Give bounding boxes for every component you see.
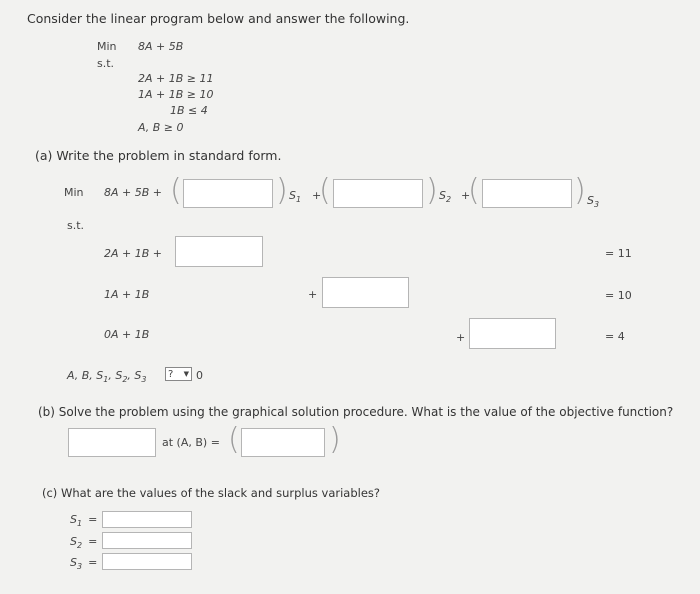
open-paren: ( xyxy=(319,173,331,208)
row1-expression: 2A + 1B + xyxy=(104,247,162,260)
obj-coef-s1-input[interactable] xyxy=(183,179,273,208)
std-objective: 8A + 5B + xyxy=(104,186,162,199)
std-variables-label: A, B, $S_1$, $S_2$, $S_3$ xyxy=(67,369,147,384)
select-value: ? xyxy=(168,368,174,380)
slack-s3-label: $S_3$ = xyxy=(70,556,98,571)
inequality-select[interactable] xyxy=(165,367,192,381)
obj-plus-1: + xyxy=(312,189,322,202)
obj-coef-s2-input[interactable] xyxy=(333,179,423,208)
lp-nonnegativity: A, B ≥ 0 xyxy=(138,121,184,134)
slack-s2-label: $S_2$ = xyxy=(70,535,98,550)
lp-min-label: Min xyxy=(97,40,117,53)
std-st-label: s.t. xyxy=(67,219,85,232)
row2-expression: 1A + 1B xyxy=(104,288,150,301)
slack-s3-input[interactable] xyxy=(102,553,192,570)
open-paren: ( xyxy=(468,173,480,208)
lp-constraint-3: 1B ≤ 4 xyxy=(170,104,208,117)
slack-s1-input[interactable] xyxy=(102,511,192,528)
obj-s2-var: $S_2$ xyxy=(439,189,452,204)
inequality-rhs: 0 xyxy=(196,369,203,382)
obj-plus-2: + xyxy=(461,189,471,202)
intro-text: Consider the linear program below and answer the following. xyxy=(27,11,410,26)
lp-st-label: s.t. xyxy=(97,57,115,70)
row3-rhs: = 4 xyxy=(605,330,625,343)
std-min-label: Min xyxy=(64,186,84,199)
row3-plus: + xyxy=(456,331,466,344)
part-c-question: (c) What are the values of the slack and surplus variables? xyxy=(42,486,381,500)
slack-s1-label: $S_1$ = xyxy=(70,513,98,528)
row1-rhs: = 11 xyxy=(605,247,632,260)
objective-value-input[interactable] xyxy=(68,428,156,457)
part-b-question: (b) Solve the problem using the graphical solution procedure. What is the value of the objective function? xyxy=(38,405,674,419)
close-paren: ) xyxy=(276,173,288,208)
open-paren: ( xyxy=(170,173,182,208)
chevron-down-icon: ▼ xyxy=(183,370,189,378)
obj-s3-var: $S_3$ xyxy=(587,194,600,209)
close-paren: ) xyxy=(426,173,438,208)
at-point-label: at (A, B) = xyxy=(162,436,220,449)
row2-plus: + xyxy=(308,288,318,301)
obj-coef-s3-input[interactable] xyxy=(482,179,572,208)
part-a-question: (a) Write the problem in standard form. xyxy=(35,148,282,163)
lp-constraint-1: 2A + 1B ≥ 11 xyxy=(138,72,214,85)
row3-coef-input[interactable] xyxy=(469,318,556,349)
row3-expression: 0A + 1B xyxy=(104,328,150,341)
row1-coef-input[interactable] xyxy=(175,236,263,267)
row2-rhs: = 10 xyxy=(605,289,632,302)
close-paren: ) xyxy=(574,173,586,208)
obj-s1-var: $S_1$ xyxy=(289,189,302,204)
close-paren: ) xyxy=(329,422,341,457)
optimal-point-input[interactable] xyxy=(241,428,325,457)
row2-coef-input[interactable] xyxy=(322,277,409,308)
lp-constraint-2: 1A + 1B ≥ 10 xyxy=(138,88,214,101)
open-paren: ( xyxy=(228,422,240,457)
lp-objective: 8A + 5B xyxy=(138,40,184,53)
slack-s2-input[interactable] xyxy=(102,532,192,549)
